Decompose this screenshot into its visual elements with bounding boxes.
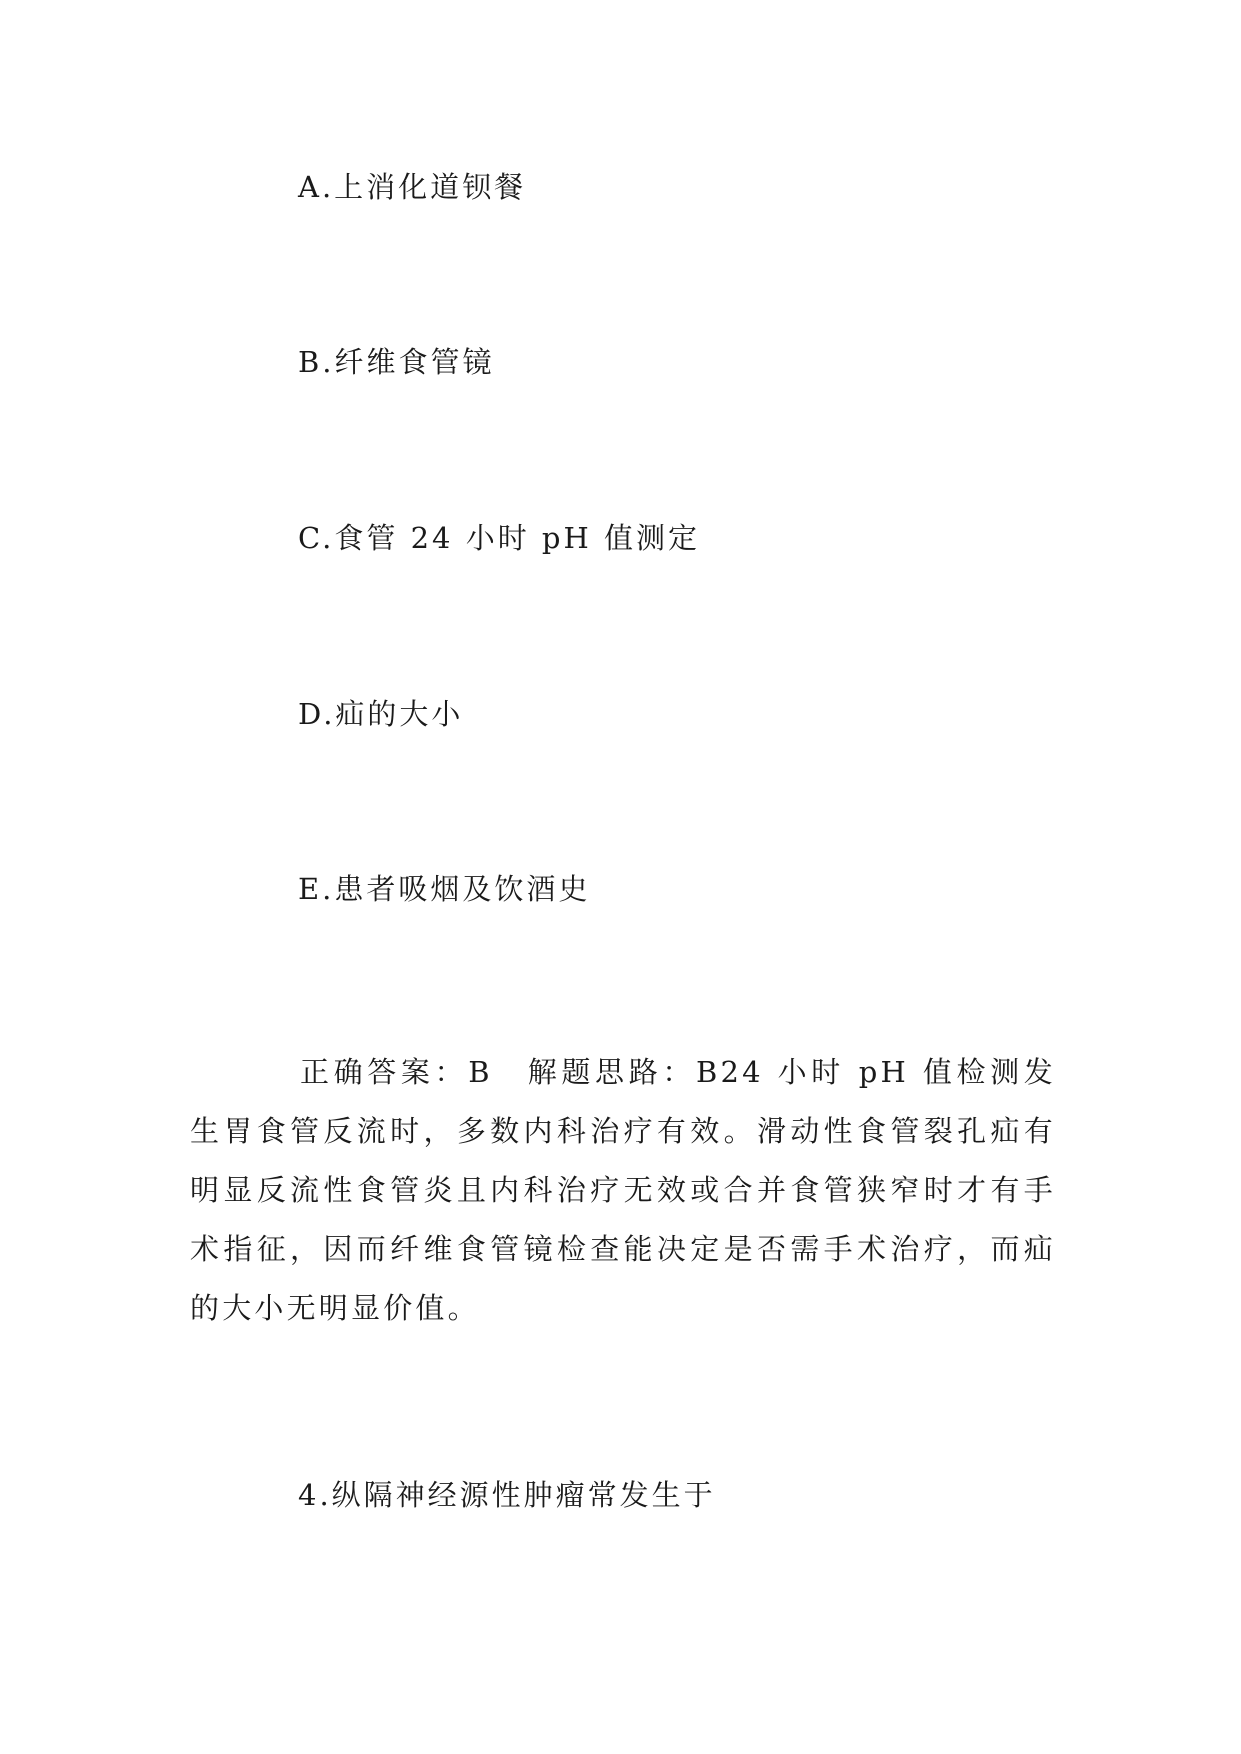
option-d: D.疝的大小 <box>298 697 464 731</box>
option-a: A.上消化道钡餐 <box>298 170 527 204</box>
answer-explanation: 正确答案：B 解题思路：B24 小时 pH 值检测发生胃食管反流时，多数内科治疗有效。滑动性食管裂孔疝有明显反流性食管炎且内科治疗无效或合并食管狭窄时才有手术指征，因而纤维食管镜检查能决定是否需手术治疗，而疝的大小无明显价值。 <box>190 1055 1056 1325</box>
option-e: E.患者吸烟及饮酒史 <box>298 872 591 906</box>
option-b: B.纤维食管镜 <box>298 345 495 379</box>
question-4-stem: 4.纵隔神经源性肿瘤常发生于 <box>298 1478 716 1512</box>
option-c: C.食管 24 小时 pH 值测定 <box>298 521 701 555</box>
